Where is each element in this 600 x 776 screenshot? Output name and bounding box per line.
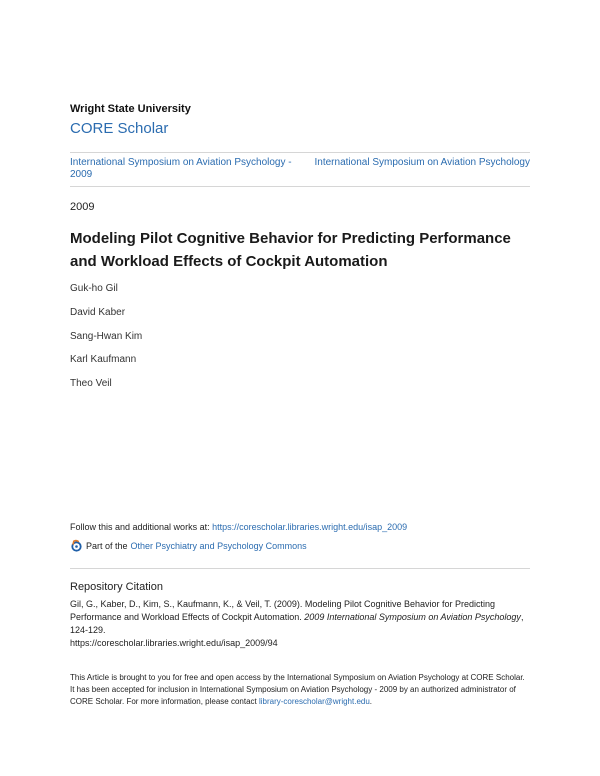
access-statement bbox=[70, 672, 530, 708]
follow-line bbox=[70, 522, 407, 532]
citation-pages: , 124-129. bbox=[70, 612, 524, 635]
author-name: Sang-Hwan Kim bbox=[70, 331, 143, 342]
statement-text: This Article is brought to you for free and open access by the International Symposium on Aviation Psychology at CORE Scholar. It has been accepted for inclusion in International Symposium on Aviation Psychology - 2009 by an authorized administrator of CORE Scholar. For more information, please contact bbox=[70, 673, 525, 706]
author-name: David Kaber bbox=[70, 307, 126, 318]
publication-year: 2009 bbox=[70, 201, 95, 213]
series-link-2009[interactable]: International Symposium on Aviation Psychology - 2009 bbox=[70, 157, 292, 180]
citation-journal: 2009 International Symposium on Aviation Psychology bbox=[304, 612, 521, 622]
author-name: Theo Veil bbox=[70, 378, 112, 389]
series-link-main[interactable]: International Symposium on Aviation Psychology bbox=[314, 157, 530, 168]
citation-text bbox=[70, 598, 530, 650]
citation-url: https://corescholar.libraries.wright.edu/isap_2009/94 bbox=[70, 638, 278, 648]
divider-citation bbox=[70, 568, 530, 569]
statement-end: . bbox=[369, 697, 373, 706]
divider-top bbox=[70, 152, 530, 153]
author-name: Guk-ho Gil bbox=[70, 283, 118, 294]
core-scholar-link[interactable]: CORE Scholar bbox=[70, 120, 169, 137]
part-of-line bbox=[70, 539, 307, 552]
commons-link[interactable]: Other Psychiatry and Psychology Commons bbox=[130, 540, 307, 551]
citation-heading: Repository Citation bbox=[70, 581, 163, 593]
author-name: Karl Kaufmann bbox=[70, 354, 137, 365]
open-access-icon bbox=[70, 539, 83, 552]
divider-series bbox=[70, 186, 530, 187]
university-name: Wright State University bbox=[70, 103, 191, 115]
article-title: Modeling Pilot Cognitive Behavior for Predicting Performance and Workload Effects of Cockpit Automation bbox=[70, 230, 511, 270]
citation-body: Gil, G., Kaber, D., Kim, S., Kaufmann, K., & Veil, T. (2009). Modeling Pilot Cognitive Behavior for Predicting Performance and Workload Effects of Cockpit Automation. bbox=[70, 599, 496, 622]
part-of-label: Part of the bbox=[86, 540, 128, 551]
follow-label: Follow this and additional works at: bbox=[70, 522, 213, 532]
contact-email-link[interactable]: library-corescholar@wright.edu bbox=[258, 697, 370, 706]
collection-link[interactable]: https://corescholar.libraries.wright.edu/isap_2009 bbox=[212, 522, 408, 532]
